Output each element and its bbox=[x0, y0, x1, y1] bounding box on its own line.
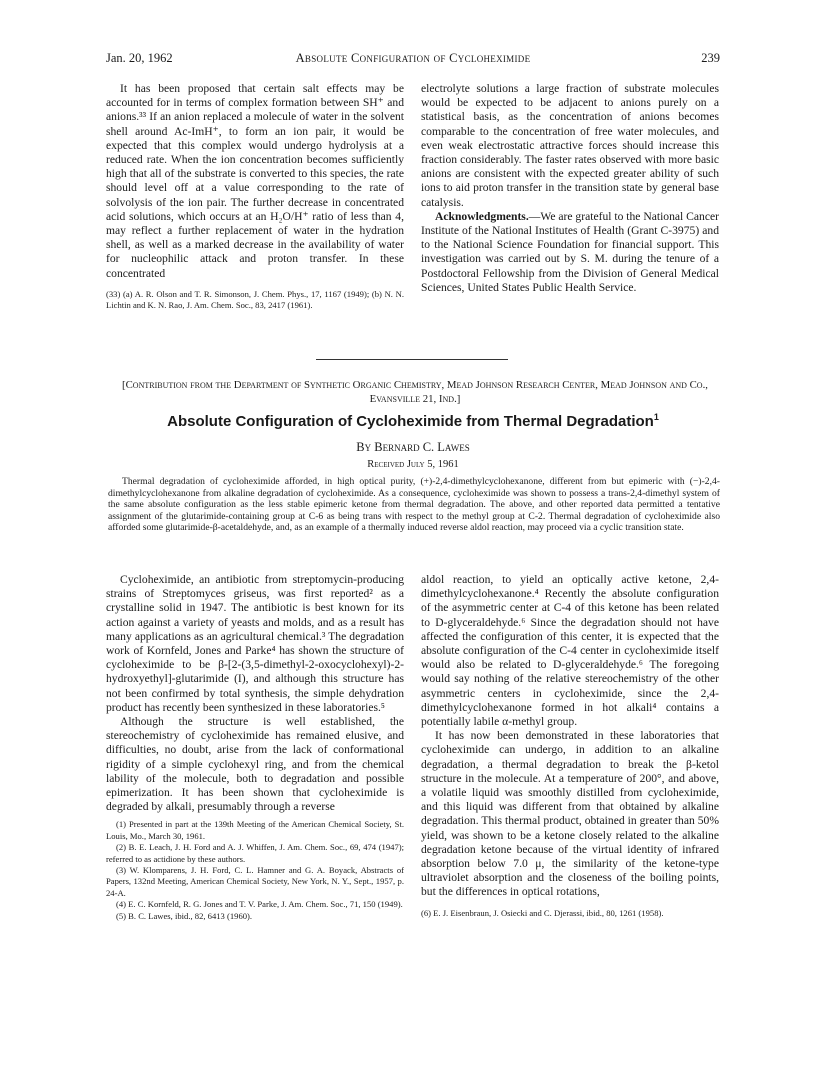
acknowledgments-heading: Acknowledgments. bbox=[435, 209, 529, 223]
body-right-column bbox=[421, 573, 719, 919]
acknowledgments bbox=[421, 210, 719, 295]
byline: By Bernard C. Lawes bbox=[356, 440, 470, 454]
top-right-column bbox=[421, 82, 719, 295]
article-title-text: Absolute Configuration of Cycloheximide from Thermal Degradation bbox=[167, 413, 654, 430]
abstract bbox=[108, 476, 720, 534]
body-paragraph-4: It has now been demonstrated in these laboratories that cycloheximide can undergo, in addition to an alkaline degradation, a thermal degradation to break the β-ketol structure in the molecule. At a temperature of 200°, and above, a volatile liquid was smoothly distilled from cycloheximide, and this liquid was different from that obtained by alkaline degradation. This thermal product, obtained in greater than 50% yield, was shown to be a ketone closely related to the alkaline degradation ketone because of the virtual identity of infrared absorption below 7.0 μ, the similarity of the ketone-type ultraviolet absorption and the closeness of the boiling points, but the differences in optical rotations, bbox=[421, 729, 719, 899]
body-paragraph-3: aldol reaction, to yield an optically active ketone, 2,4-dimethylcyclohexanone.⁴ Recently the absolute configuration of the asymmetric center at C-4 of this ketone has been related to D-glyceraldehyde.⁶ Since the degradation should not have affected the configuration of this center, it is expected that the absolute configuration of the C-4 center in cycloheximide itself would also be related to D-glyceraldehyde.⁶ The foregoing would say nothing of the relative stereochemistry of the other asymmetric centers in cycloheximide, since the 2,4-dimethylcyclohexanone formed in hot alkali⁴ contains a potentially labile α-methyl group. bbox=[421, 573, 719, 729]
footnote-33: (33) (a) A. R. Olson and T. R. Simonson, J. Chem. Phys., 17, 1167 (1949); (b) N. N. Lichtin and K. N. Rao, J. Am. Chem. Soc., 83, 2417 (1961). bbox=[106, 288, 404, 311]
article-title bbox=[106, 413, 720, 430]
running-header bbox=[106, 51, 720, 69]
acknowledgments-text: —We are grateful to the National Cancer Institute of the National Institutes of Health (Grant C-3975) and to the National Science Foundation for financial support. This investigation was carried out by S. M. during the tenure of a Postdoctoral Fellowship from the Division of General Medical Sciences, United States Public Health Service. bbox=[421, 209, 719, 294]
top-left-column bbox=[106, 82, 404, 311]
footnote-4: (4) E. C. Kornfeld, R. G. Jones and T. V. Parke, J. Am. Chem. Soc., 71, 150 (1949). bbox=[116, 899, 403, 910]
previous-article-paragraph: It has been proposed that certain salt effects may be accounted for in terms of complex formation between SH⁺ and anions.³³ If an anion replaced a molecule of water in the solvent shell around Ac-ImH⁺, to form an ion pair, it would be expected that this complex would undergo hydrolysis at a reduced rate. When the ion concentration becomes sufficiently high that all of the substrate is converted to this species, the rate should level off at a value corresponding to the rate of solvolysis of the ion pair. The further decrease in concentrated acid solutions, which occurs at an H₂O/H⁺ ratio of less than 4, may reflect a further replacement of water in the hydration shell, as well as a marked decrease in the availability of water for nucleophilic attack and proton transfer. In these concentrated bbox=[106, 82, 404, 280]
received-date: Received July 5, 1961 bbox=[367, 459, 459, 470]
article-title-footnote-mark: 1 bbox=[653, 412, 659, 422]
header-running-title: Absolute Configuration of Cycloheximide bbox=[295, 51, 531, 65]
body-paragraph-1: Cycloheximide, an antibiotic from streptomycin-producing strains of Streptomyces griseus, was first reported² as a crystalline solid in 1947. The antibiotic is best known for its action against a variety of yeasts and molds, and as a result has many applications as an agricultural chemical.³ The degradation work of Kornfeld, Jones and Parke⁴ has shown the structure of cycloheximide to be β-[2-(3,5-dimethyl-2-oxocyclohexyl)-2-hydroxyethyl]-glutarimide (I), and although this structure has not been confirmed by total synthesis, the simple dehydration product has recently been synthesized in these laboratories.⁵ bbox=[106, 573, 404, 714]
contribution-line: [Contribution from the Department of Synthetic Organic Chemistry, Mead Johnson Research Center, Mead Johnson and Co., Evansville 21, Ind.] bbox=[122, 379, 708, 405]
article-divider bbox=[316, 359, 508, 360]
abstract-text: Thermal degradation of cycloheximide afforded, in high optical purity, (+)-2,4-dimethylcyclohexanone, different from but epimeric with (−)-2,4-dimethylcyclohexanone from alkaline degradation of cycloheximide. As a consequence, cycloheximide was shown to possess a trans-2,4-dimethyl system of the same absolute configuration as the less stable epimeric ketone from thermal degradation. The above, and other reported data permitted a tentative assignment of the glutarimide-containing group at C-6 as being trans with respect to the methyl group at C-2. Thermal degradation of cycloheximide also afforded some glutarimide-β-acetaldehyde, and, as an example of a thermally induced reverse aldol reaction, may proceed via a cyclic transition state. bbox=[108, 476, 720, 534]
footnote-6: (6) E. J. Eisenbraun, J. Osiecki and C. Djerassi, ibid., 80, 1261 (1958). bbox=[421, 907, 664, 918]
previous-article-paragraph-continued: electrolyte solutions a large fraction of substrate molecules would be expected to be adjacent to anions purely on a statistical basis, as the concentration of anions becomes comparable to the concentration of free water molecules, and even weak electrostatic attractive forces should increase this fraction considerably. The faster rates observed with more basic anions are consistent with the expected greater ability of such ions to aid proton transfer in the transition state by general base catalysis. bbox=[421, 82, 719, 209]
footnote-1: (1) Presented in part at the 139th Meeting of the American Chemical Society, St. Louis, Mo., March 30, 1961. bbox=[106, 819, 404, 841]
footnote-2: (2) B. E. Leach, J. H. Ford and A. J. Whiffen, J. Am. Chem. Soc., 69, 474 (1947); referred to as actidione by these authors. bbox=[106, 842, 404, 864]
header-page-number: 239 bbox=[701, 51, 720, 65]
body-paragraph-2: Although the structure is well established, the stereochemistry of cycloheximide has remained elusive, and difficulties, no doubt, arise from the lack of conformational rigidity of a simple cyclohexyl ring, and from the chemical lability of the molecule, both to degradation and possible epimerization. It has been shown that cycloheximide is degraded by alkali, presumably through a reverse bbox=[106, 715, 404, 814]
footnotes-left bbox=[106, 819, 404, 922]
header-date: Jan. 20, 1962 bbox=[106, 51, 173, 65]
footnote-5: (5) B. C. Lawes, ibid., 82, 6413 (1960). bbox=[116, 911, 253, 922]
footnote-3: (3) W. Klomparens, J. H. Ford, C. L. Hamner and G. A. Boyack, Abstracts of Papers, 132nd Meeting, American Chemical Society, New York, N. Y., Sept., 1957, p. 24-A. bbox=[106, 865, 404, 898]
body-left-column bbox=[106, 573, 404, 923]
